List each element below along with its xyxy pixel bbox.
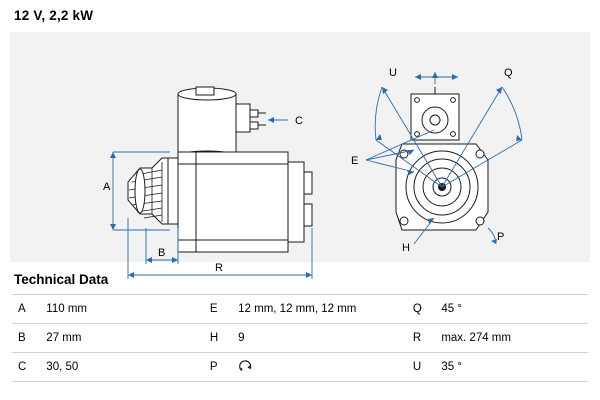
drawing-svg — [10, 32, 590, 274]
spec-value: 35 ° — [435, 353, 588, 382]
dimension-label-B: B — [158, 247, 166, 259]
table-row — [12, 295, 588, 324]
column-spacer — [189, 353, 204, 382]
dimension-label-R: R — [215, 262, 223, 274]
column-spacer — [392, 353, 407, 382]
dimension-label-E: E — [351, 155, 359, 167]
table-row — [12, 324, 588, 353]
spec-key: B — [12, 324, 40, 353]
rotation-direction-icon — [238, 360, 254, 374]
spec-value: max. 274 mm — [435, 324, 588, 353]
spec-value: 27 mm — [40, 324, 188, 353]
spec-value: 45 ° — [435, 295, 588, 324]
spec-key: C — [12, 353, 40, 382]
technical-drawing — [10, 32, 590, 274]
dimension-label-A: A — [103, 181, 111, 193]
spec-value: 110 mm — [40, 295, 188, 324]
spec-value: 30, 50 — [40, 353, 188, 382]
column-spacer — [392, 295, 407, 324]
column-spacer — [392, 324, 407, 353]
page-title: 12 V, 2,2 kW — [14, 8, 94, 23]
spec-key: P — [204, 353, 232, 382]
dimension-label-C: C — [295, 115, 303, 127]
table-row — [12, 353, 588, 382]
technical-data-table — [12, 294, 588, 382]
spec-key: A — [12, 295, 40, 324]
dimension-label-Q: Q — [504, 67, 513, 79]
dimension-label-P: P — [497, 231, 505, 243]
spec-key: U — [407, 353, 435, 382]
spec-value-rotation — [232, 353, 392, 382]
spec-key: H — [204, 324, 232, 353]
spec-key: R — [407, 324, 435, 353]
spec-key: E — [204, 295, 232, 324]
spec-value: 12 mm, 12 mm, 12 mm — [232, 295, 392, 324]
technical-data-heading: Technical Data — [14, 272, 109, 287]
column-spacer — [189, 324, 204, 353]
spec-value: 9 — [232, 324, 392, 353]
dimension-label-U: U — [389, 67, 397, 79]
spec-key: Q — [407, 295, 435, 324]
column-spacer — [189, 295, 204, 324]
dimension-label-H: H — [402, 242, 410, 254]
